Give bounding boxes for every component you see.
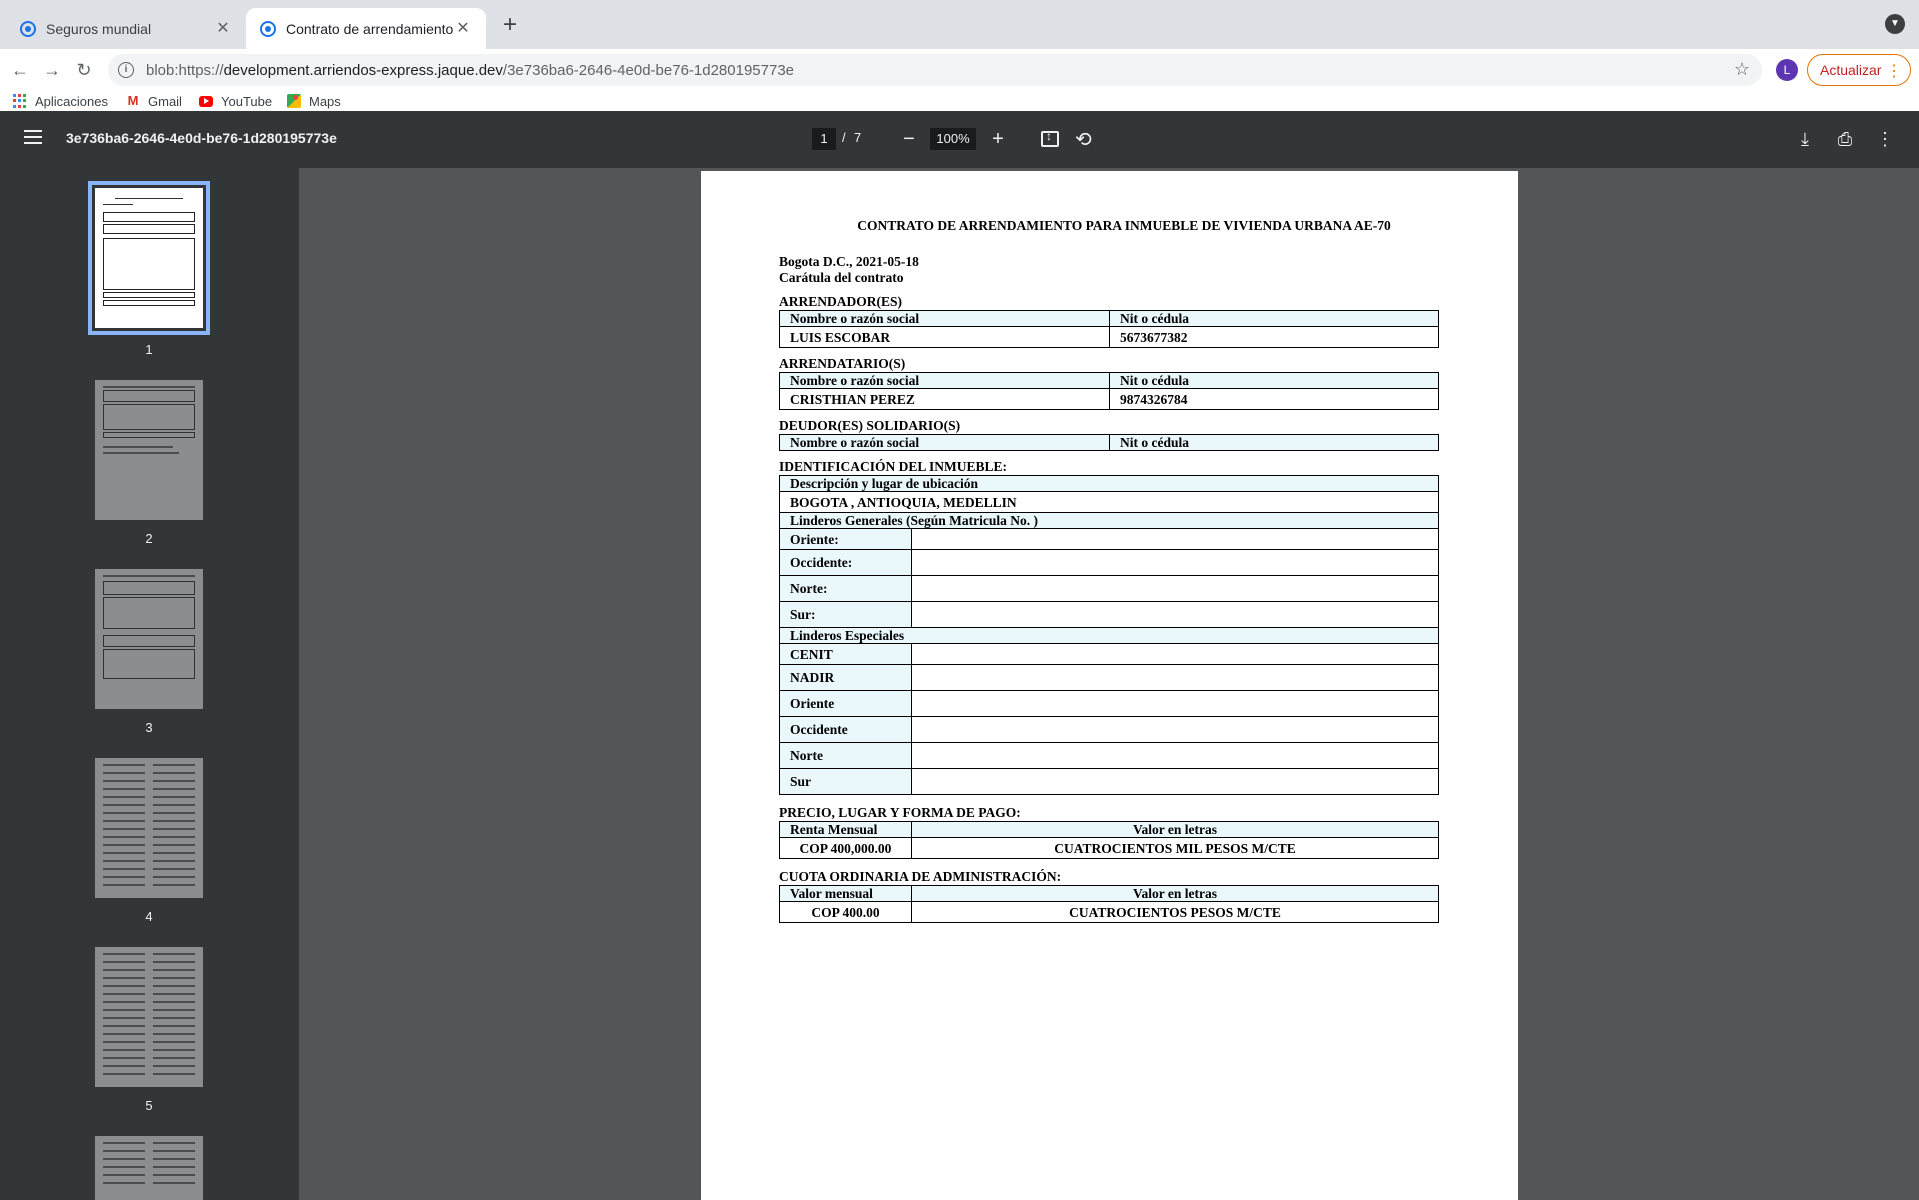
linderos-generales-header: Linderos Generales (Según Matricula No. ) xyxy=(780,513,1439,529)
lindero-value xyxy=(912,665,1439,691)
page-thumbnail-4[interactable] xyxy=(95,758,203,898)
renta-letras: CUATROCIENTOS MIL PESOS M/CTE xyxy=(912,838,1439,859)
column-header: Nombre o razón social xyxy=(780,373,1110,389)
bookmark-star-icon[interactable]: ☆ xyxy=(1733,59,1750,79)
zoom-input[interactable]: 100% xyxy=(930,128,976,150)
zoom-in-icon[interactable]: + xyxy=(992,128,1004,150)
pdf-toolbar xyxy=(0,111,1919,168)
bookmark-gmail[interactable] xyxy=(126,91,182,111)
lindero-value xyxy=(912,529,1439,550)
bookmark-label: Maps xyxy=(309,93,341,109)
section-arrendatario: ARRENDATARIO(S) xyxy=(779,356,906,371)
page-number-input[interactable]: 1 xyxy=(812,128,836,150)
lindero-label: Sur xyxy=(780,769,912,795)
zoom-out-icon[interactable]: − xyxy=(903,128,915,150)
url-path: /3e736ba6-2646-4e0d-be76-1d280195773e xyxy=(502,61,795,79)
lindero-value xyxy=(912,769,1439,795)
cuota-letras: CUATROCIENTOS PESOS M/CTE xyxy=(912,902,1439,923)
update-button[interactable] xyxy=(1807,54,1911,86)
site-favicon-icon xyxy=(20,21,36,37)
bookmark-label: YouTube xyxy=(221,93,273,109)
page-thumbnail-3[interactable] xyxy=(95,569,203,709)
precio-table xyxy=(779,821,1439,859)
address-bar[interactable] xyxy=(108,54,1762,86)
thumbnail-sidebar[interactable] xyxy=(0,168,299,1200)
linderos-especiales-header: Linderos Especiales xyxy=(780,628,1439,644)
lindero-label: NADIR xyxy=(780,665,912,691)
document-heading: CONTRATO DE ARRENDAMIENTO PARA INMUEBLE DE VIVIENDA URBANA AE-70 xyxy=(857,218,1391,233)
menu-icon[interactable] xyxy=(24,130,42,144)
bookmark-youtube[interactable] xyxy=(199,91,272,111)
thumbnail-number: 3 xyxy=(145,720,153,735)
lindero-label: CENIT xyxy=(780,644,912,665)
document-title: 3e736ba6-2646-4e0d-be76-1d280195773e xyxy=(66,130,337,146)
url-host: development.arriendos-express.jaque.dev xyxy=(223,61,503,79)
column-header: Nit o cédula xyxy=(1110,373,1439,389)
tab-title: Contrato de arrendamiento xyxy=(286,20,454,37)
page-thumbnail-6[interactable] xyxy=(95,1136,203,1200)
column-header: Nombre o razón social xyxy=(780,311,1110,327)
section-deudor: DEUDOR(ES) SOLIDARIO(S) xyxy=(779,418,961,433)
column-header: Valor en letras xyxy=(912,822,1439,838)
desc-header: Descripción y lugar de ubicación xyxy=(780,476,1439,492)
arrendatario-table xyxy=(779,372,1439,410)
youtube-icon xyxy=(199,96,213,107)
section-arrendador: ARRENDADOR(ES) xyxy=(779,294,903,309)
update-label: Actualizar xyxy=(1820,62,1882,78)
lindero-value xyxy=(912,717,1439,743)
arrendador-id: 5673677382 xyxy=(1110,327,1439,348)
desc-value: BOGOTA , ANTIOQUIA, MEDELLIN xyxy=(780,492,1439,513)
url-scheme: blob:https:// xyxy=(146,61,224,79)
close-icon[interactable]: ✕ xyxy=(456,19,470,37)
lindero-value xyxy=(912,691,1439,717)
reload-icon[interactable]: ↻ xyxy=(76,60,92,80)
rotate-icon[interactable]: ⟲ xyxy=(1075,129,1092,151)
column-header: Nit o cédula xyxy=(1110,311,1439,327)
cuota-value: COP 400.00 xyxy=(780,902,912,923)
more-vert-icon[interactable]: ⋮ xyxy=(1876,129,1894,149)
bookmark-maps[interactable] xyxy=(287,91,341,111)
arrendatario-id: 9874326784 xyxy=(1110,389,1439,410)
thumbnail-number: 5 xyxy=(145,1098,153,1113)
tab-seguros-mundial[interactable] xyxy=(6,8,246,49)
pdf-page[interactable] xyxy=(701,171,1518,1200)
section-precio: PRECIO, LUGAR Y FORMA DE PAGO: xyxy=(779,805,1021,820)
lindero-value xyxy=(912,576,1439,602)
bookmark-label: Gmail xyxy=(148,93,182,109)
lindero-label: Occidente xyxy=(780,717,912,743)
arrendador-name: LUIS ESCOBAR xyxy=(780,327,1110,348)
column-header: Valor en letras xyxy=(912,886,1439,902)
renta-value: COP 400,000.00 xyxy=(780,838,912,859)
tab-contrato[interactable] xyxy=(246,8,486,49)
lindero-value xyxy=(912,743,1439,769)
column-header: Nit o cédula xyxy=(1110,435,1439,451)
maps-icon xyxy=(287,94,301,108)
page-thumbnail-5[interactable] xyxy=(95,947,203,1087)
column-header: Valor mensual xyxy=(780,886,912,902)
browser-toolbar xyxy=(0,49,1919,91)
tab-strip xyxy=(0,0,1919,49)
lindero-label: Occidente: xyxy=(780,550,912,576)
caratula-label: Carátula del contrato xyxy=(779,270,904,285)
lindero-value xyxy=(912,644,1439,665)
bookmark-label: Aplicaciones xyxy=(35,93,108,109)
fit-to-page-icon[interactable] xyxy=(1041,131,1059,147)
bookmarks-bar xyxy=(0,91,1919,111)
apps-grid-icon xyxy=(13,94,27,108)
date-line: Bogota D.C., 2021-05-18 xyxy=(779,254,919,269)
bookmark-apps[interactable] xyxy=(13,91,108,111)
page-thumbnail-2[interactable] xyxy=(95,380,203,520)
back-arrow-icon[interactable]: ← xyxy=(11,60,29,80)
tab-title: Seguros mundial xyxy=(46,20,152,37)
print-icon[interactable]: ⎙ xyxy=(1837,129,1853,149)
page-separator: / xyxy=(842,130,846,145)
site-favicon-icon xyxy=(260,21,276,37)
section-inmueble: IDENTIFICACIÓN DEL INMUEBLE: xyxy=(779,459,1008,474)
lindero-value xyxy=(912,602,1439,628)
section-cuota: CUOTA ORDINARIA DE ADMINISTRACIÓN: xyxy=(779,869,1062,884)
column-header: Renta Mensual xyxy=(780,822,912,838)
column-header: Nombre o razón social xyxy=(780,435,1110,451)
lindero-value xyxy=(912,550,1439,576)
url-text[interactable] xyxy=(146,62,794,79)
forward-arrow-icon[interactable]: → xyxy=(43,60,61,80)
site-info-icon[interactable]: i xyxy=(118,62,134,78)
cuota-table xyxy=(779,885,1439,923)
more-vert-icon: ⋮ xyxy=(1886,63,1902,80)
inmueble-table xyxy=(779,475,1439,795)
page-thumbnail-1[interactable] xyxy=(95,188,203,328)
lindero-label: Norte: xyxy=(780,576,912,602)
tab-search-icon[interactable]: ▼ xyxy=(1885,14,1905,34)
profile-avatar[interactable]: L xyxy=(1776,59,1798,81)
arrendador-table xyxy=(779,310,1439,348)
new-tab-button[interactable]: + xyxy=(502,11,517,38)
thumbnail-number: 1 xyxy=(145,342,153,357)
thumbnail-number: 2 xyxy=(145,531,153,546)
deudor-table xyxy=(779,434,1439,451)
arrendatario-name: CRISTHIAN PEREZ xyxy=(780,389,1110,410)
download-icon[interactable]: ⤓ xyxy=(1801,129,1809,149)
thumbnail-number: 4 xyxy=(145,909,153,924)
lindero-label: Sur: xyxy=(780,602,912,628)
page-total: 7 xyxy=(854,130,862,145)
lindero-label: Oriente: xyxy=(780,529,912,550)
gmail-icon: M xyxy=(127,93,139,108)
page-content xyxy=(779,218,1439,923)
lindero-label: Norte xyxy=(780,743,912,769)
lindero-label: Oriente xyxy=(780,691,912,717)
close-icon[interactable]: ✕ xyxy=(216,19,230,37)
